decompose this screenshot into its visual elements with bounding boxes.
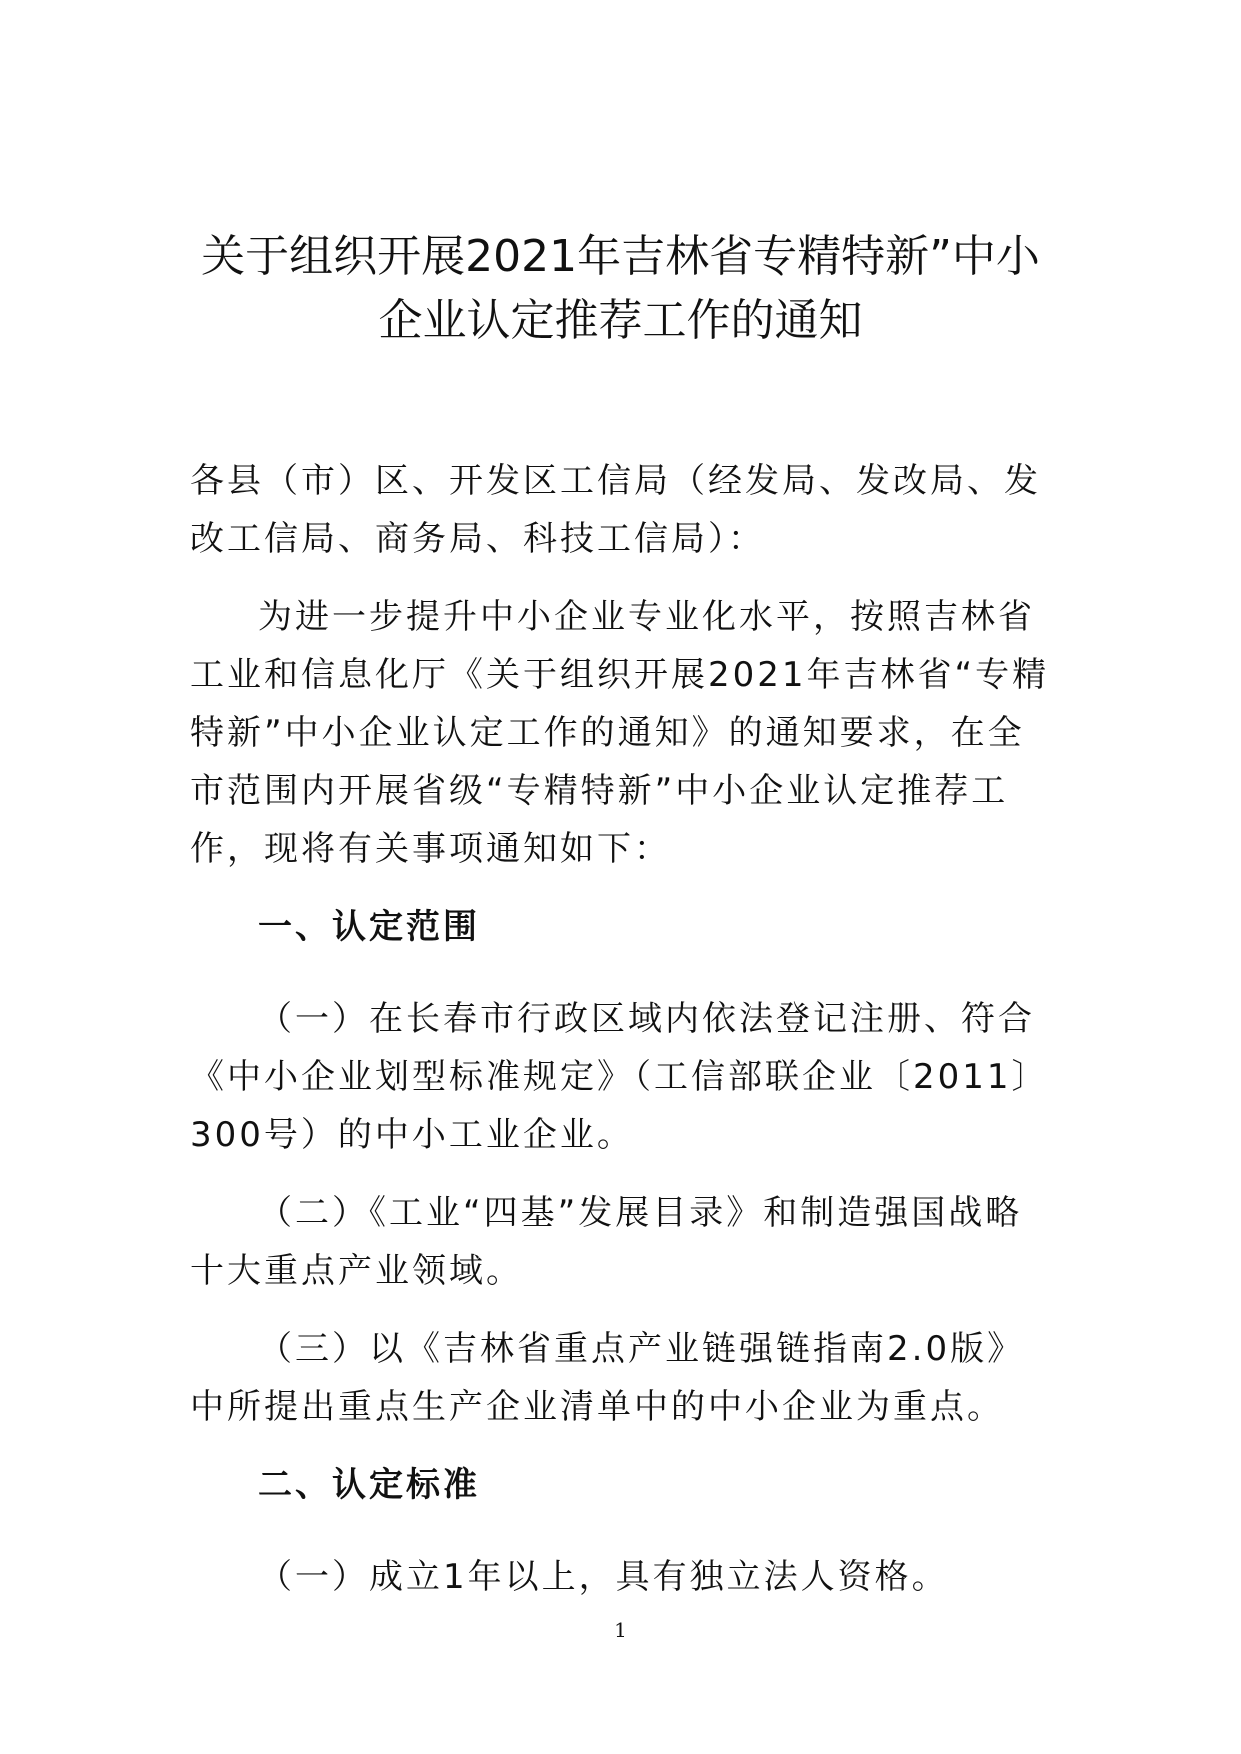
title-line-1: 关于组织开展2021年吉林省专精特新”中小 <box>201 231 1040 282</box>
scope-item-2: （二）《工业“四基”发展目录》和制造强国战略十大重点产业领域。 <box>190 1193 1023 1291</box>
addressee: 各县（市）区、开发区工信局（经发局、发改局、发改工信局、商务局、科技工信局）： <box>190 461 1041 559</box>
document-body <box>190 452 1050 1626</box>
scope-item-1: （一）在长春市行政区域内依法登记注册、符合《中小企业划型标准规定》（工信部联企业〔2011〕300号）的中小工业企业。 <box>190 999 1049 1155</box>
scope-item-3: （三）以《吉林省重点产业链强链指南2.0版》中所提出重点生产企业清单中的中小企业为重点。 <box>190 1329 1025 1427</box>
title-line-2: 企业认定推荐工作的通知 <box>378 295 863 346</box>
intro-paragraph: 为进一步提升中小企业专业化水平，按照吉林省工业和信息化厅《关于组织开展2021年吉林省“专精特新”中小企业认定工作的通知》的通知要求，在全市范围内开展省级“专精特新”中小企业认定推荐工作，现将有关事项通知如下： <box>190 597 1050 869</box>
section-heading-scope: 一、认定范围 <box>258 907 480 947</box>
page-number: 1 <box>614 1618 627 1642</box>
section-heading-standard: 二、认定标准 <box>258 1465 480 1505</box>
standard-item-1: （一）成立1年以上，具有独立法人资格。 <box>258 1557 949 1597</box>
document-title <box>150 225 1091 353</box>
